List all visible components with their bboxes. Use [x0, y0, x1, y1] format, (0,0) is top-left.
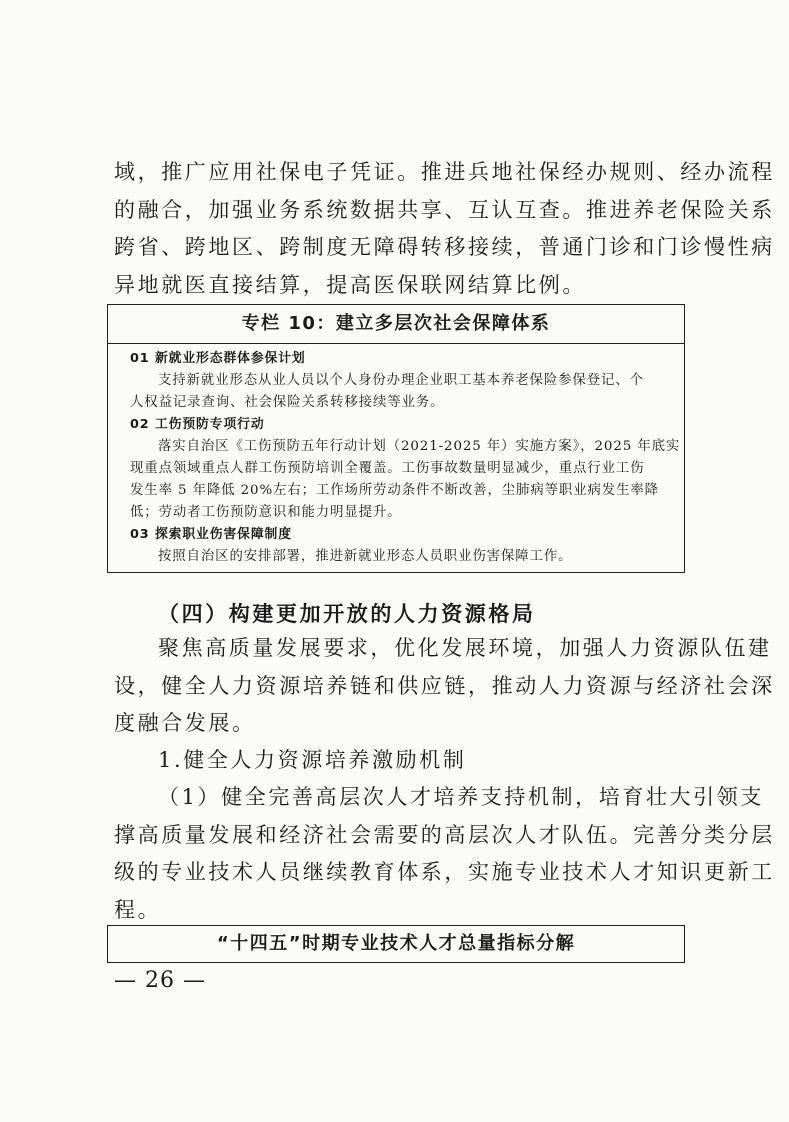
box-item-heading: 02 工伤预防专项行动 — [130, 417, 265, 432]
text-line: 跨省、跨地区、跨制度无障碍转移接续，普通门诊和门诊慢性病 — [114, 235, 775, 259]
text-line: （1）健全完善高层次人才培养支持机制，培育壮大引领支 — [158, 785, 764, 809]
text-line: 聚焦高质量发展要求，优化发展环境，加强人力资源队伍建 — [158, 636, 772, 660]
text-line: 的融合，加强业务系统数据共享、互认互查。推进养老保险关系 — [114, 197, 775, 222]
column-box-10 — [107, 304, 685, 573]
section-heading: （四）构建更加开放的人力资源格局 — [158, 602, 536, 626]
column-box-body — [108, 344, 684, 572]
box-item-line: 支持新就业形态从业人员以个人身份办理企业职工基本养老保险参保登记、个 — [158, 373, 644, 388]
subheading — [114, 742, 680, 780]
box-item-line: 落实自治区《工伤预防五年行动计划（2021-2025 年）实施方案》，2025 年底实 — [158, 439, 681, 454]
text-line: 设，健全人力资源培养链和供应链，推动人力资源与经济社会深 — [114, 673, 775, 698]
table-title: “十四五”时期专业技术人才总量指标分解 — [107, 925, 685, 963]
paragraph-human-resources — [114, 630, 775, 743]
box-item-heading: 01 新就业形态群体参保计划 — [130, 351, 306, 366]
text-line: 度融合发展。 — [114, 711, 256, 735]
subheading-text: 1.健全人力资源培养激励机制 — [158, 748, 467, 772]
box-item-line: 按照自治区的安排部署，推进新就业形态人员职业伤害保障工作。 — [158, 549, 573, 564]
text-line: 撑高质量发展和经济社会需要的高层次人才队伍。完善分类分层 — [114, 822, 775, 847]
text-line: 级的专业技术人员继续教育体系，实施专业技术人才知识更新工 — [114, 860, 775, 884]
box-item-line: 人权益记录查询、社会保险关系转移接续等业务。 — [130, 395, 445, 410]
page-number: — 26 — — [114, 968, 206, 993]
paragraph-social-security — [114, 154, 775, 304]
box-item-line: 发生率 5 年降低 20%左右；工作场所劳动条件不断改善，尘肺病等职业病发生率降 — [130, 483, 659, 498]
text-line: 异地就医直接结算，提高医保联网结算比例。 — [114, 272, 586, 297]
column-box-title: 专栏 10：建立多层次社会保障体系 — [108, 305, 684, 344]
box-item-line: 现重点领域重点人群工伤预防培训全覆盖。工伤事故数量明显减少，重点行业工伤 — [130, 461, 645, 476]
text-line: 程。 — [114, 897, 162, 922]
box-item-heading: 03 探索职业伤害保障制度 — [130, 527, 292, 542]
box-item-line: 低；劳动者工伤预防意识和能力明显提升。 — [130, 505, 402, 520]
paragraph-talent — [114, 779, 775, 929]
text-line: 域，推广应用社保电子凭证。推进兵地社保经办规则、经办流程 — [114, 160, 775, 184]
